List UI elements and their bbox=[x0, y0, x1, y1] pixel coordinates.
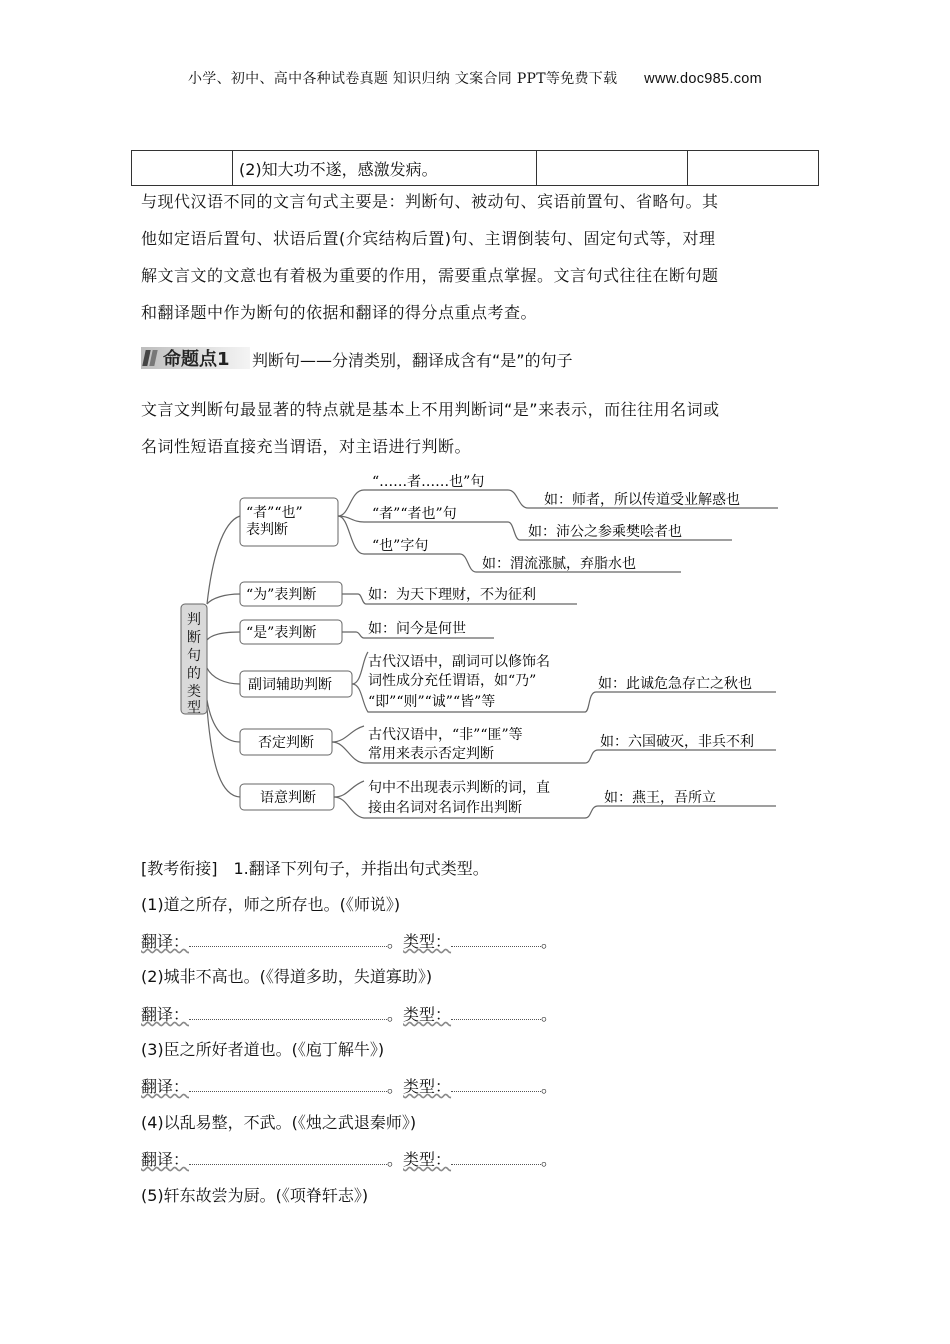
exercise-item: (5)轩东故尝为厨。(《项脊轩志》) bbox=[141, 1186, 369, 1205]
answer-row: 翻译： 。类型： 。 bbox=[141, 932, 558, 951]
intro-line: 他如定语后置句、状语后置(介宾结构后置)句、主谓倒装句、固定句式等，对理 bbox=[141, 229, 716, 248]
translate-blank[interactable] bbox=[189, 1150, 387, 1165]
sub-label-zhe-ye-3: “也”字句 bbox=[372, 538, 429, 554]
desc-yuyi-1: 句中不出现表示判断的词，直 bbox=[368, 780, 550, 796]
desc-fouding-2: 常用来表示否定判断 bbox=[368, 746, 494, 762]
type-blank[interactable] bbox=[451, 932, 541, 947]
translate-label: 翻译： bbox=[141, 1077, 190, 1096]
exercise-prompt: [教考衔接] 1.翻译下列句子，并指出句式类型。 bbox=[141, 859, 489, 878]
root-char: 的 bbox=[187, 666, 201, 682]
translate-blank[interactable] bbox=[189, 932, 387, 947]
root-char: 判 bbox=[187, 612, 201, 628]
example-shi: 如：问今是何世 bbox=[368, 621, 466, 637]
sub-label-zhe-ye-2: “者”“者也”句 bbox=[372, 506, 457, 522]
desc-fuci-1: 古代汉语中，副词可以修饰名 bbox=[368, 654, 550, 670]
answer-row: 翻译： 。类型： 。 bbox=[141, 1005, 558, 1024]
example-wei: 如：为天下理财，不为征利 bbox=[368, 587, 536, 603]
type-label: 类型： bbox=[403, 1150, 452, 1169]
translate-label: 翻译： bbox=[141, 1005, 190, 1024]
branch-label-zhe-ye-2: 表判断 bbox=[246, 522, 288, 538]
exercise-item: (4)以乱易整，不武。(《烛之武退秦师》) bbox=[141, 1113, 417, 1132]
branch-label-fuci: 副词辅助判断 bbox=[248, 677, 332, 693]
exercise-item: (3)臣之所好者道也。(《庖丁解牛》) bbox=[141, 1040, 385, 1059]
desc-fuci-3: “即”“则”“诚”“皆”等 bbox=[368, 694, 496, 710]
example-yuyi: 如：燕王，吾所立 bbox=[604, 790, 716, 806]
header-site: www.doc985.com bbox=[644, 71, 763, 87]
exercise-item: (2)城非不高也。(《得道多助，失道寡助》) bbox=[141, 967, 433, 986]
root-char: 句 bbox=[187, 648, 201, 664]
definition-line: 名词性短语直接充当谓语，对主语进行判断。 bbox=[141, 437, 472, 456]
badge-label: 命题点1 bbox=[163, 349, 230, 370]
translate-blank[interactable] bbox=[189, 1077, 387, 1092]
desc-fouding-1: 古代汉语中，“非”“匪”等 bbox=[368, 727, 523, 743]
intro-line: 和翻译题中作为断句的依据和翻译的得分点重点考查。 bbox=[141, 303, 538, 322]
section-title-text: 判断句——分清类别，翻译成含有“是”的句子 bbox=[252, 351, 573, 370]
branch-label-yuyi: 语意判断 bbox=[260, 790, 316, 806]
header-text: 小学、初中、高中各种试卷真题 知识归纳 文案合同 PPT等免费下载 bbox=[187, 71, 618, 87]
example-zhe-ye-2: 如：沛公之参乘樊哙者也 bbox=[528, 524, 682, 540]
type-blank[interactable] bbox=[451, 1077, 541, 1092]
example-fouding: 如：六国破灭，非兵不利 bbox=[600, 734, 754, 750]
type-label: 类型： bbox=[403, 932, 452, 951]
sub-label-zhe-ye-1: “……者……也”句 bbox=[372, 474, 485, 490]
type-blank[interactable] bbox=[451, 1005, 541, 1020]
type-label: 类型： bbox=[403, 1077, 452, 1096]
intro-line: 解文言文的文意也有着极为重要的作用，需要重点掌握。文言句式往往在断句题 bbox=[141, 266, 719, 285]
desc-yuyi-2: 接由名词对名词作出判断 bbox=[368, 800, 522, 816]
example-zhe-ye-1: 如：师者，所以传道受业解惑也 bbox=[544, 492, 740, 508]
root-char: 型 bbox=[187, 700, 201, 716]
exercise-item: (1)道之所存，师之所存也。(《师说》) bbox=[141, 895, 401, 914]
type-label: 类型： bbox=[403, 1005, 452, 1024]
branch-label-wei: “为”表判断 bbox=[246, 587, 317, 603]
type-blank[interactable] bbox=[451, 1150, 541, 1165]
branch-label-zhe-ye-1: “者”“也” bbox=[246, 505, 303, 521]
branch-label-shi: “是”表判断 bbox=[246, 625, 317, 641]
answer-row: 翻译： 。类型： 。 bbox=[141, 1150, 558, 1169]
definition-line: 文言文判断句最显著的特点就是基本上不用判断词“是”来表示，而往往用名词或 bbox=[141, 400, 720, 419]
desc-fuci-2: 词性成分充任谓语，如“乃” bbox=[368, 673, 537, 689]
translate-label: 翻译： bbox=[141, 932, 190, 951]
answer-row: 翻译： 。类型： 。 bbox=[141, 1077, 558, 1096]
table-cell-sentence: (2)知大功不遂，感激发病。 bbox=[233, 151, 537, 186]
example-fuci: 如：此诚危急存亡之秋也 bbox=[598, 676, 752, 692]
root-char: 类 bbox=[187, 684, 201, 700]
example-zhe-ye-3: 如：渭流涨腻，弃脂水也 bbox=[482, 556, 636, 572]
branch-label-fouding: 否定判断 bbox=[258, 735, 314, 751]
translate-label: 翻译： bbox=[141, 1150, 190, 1169]
translate-blank[interactable] bbox=[189, 1005, 387, 1020]
intro-line: 与现代汉语不同的文言句式主要是：判断句、被动句、宾语前置句、省略句。其 bbox=[141, 192, 719, 211]
root-char: 断 bbox=[187, 630, 201, 646]
